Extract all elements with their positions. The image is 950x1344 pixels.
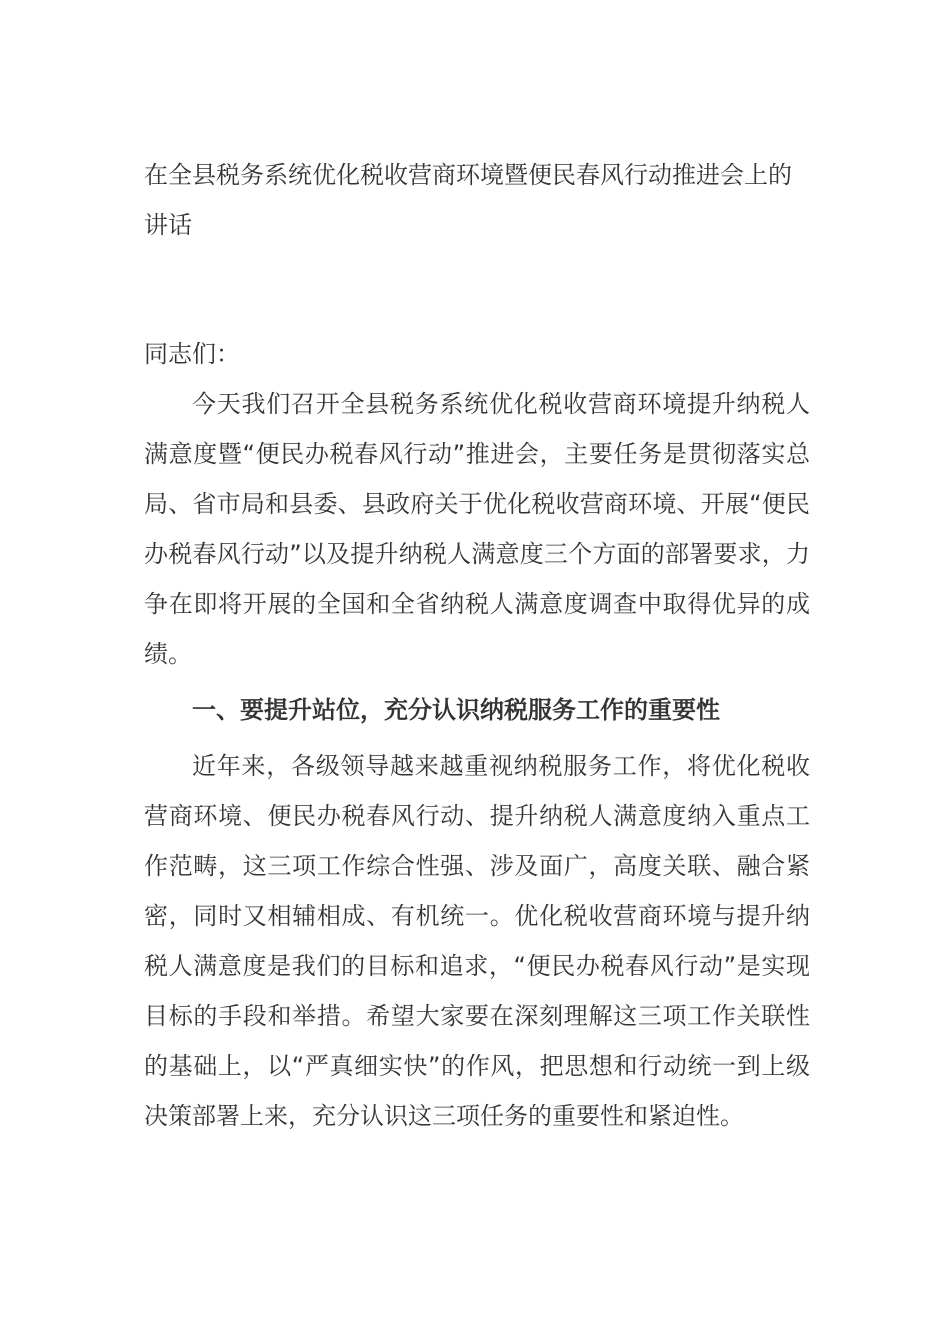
document-title: 在全县税务系统优化税收营商环境暨便民春风行动推进会上的讲话: [144, 161, 792, 239]
intro-paragraph: 今天我们召开全县税务系统优化税收营商环境提升纳税人满意度暨“便民办税春风行动”推进会，主要任务是贯彻落实总局、省市局和县委、县政府关于优化税收营商环境、开展“便民办税春风行动”以及提升纳税人满意度三个方面的部署要求，力争在即将开展的全国和全省纳税人满意度调查中取得优异的成绩。: [144, 390, 810, 668]
section-paragraph: 近年来，各级领导越来越重视纳税服务工作，将优化税收营商环境、便民办税春风行动、提升纳税人满意度纳入重点工作范畴，这三项工作综合性强、涉及面广，高度关联、融合紧密，同时又相辅相成、有机统一。优化税收营商环境与提升纳税人满意度是我们的目标和追求，“便民办税春风行动”是实现目标的手段和举措。希望大家要在深刻理解这三项工作关联性的基础上，以“严真细实快”的作风，把思想和行动统一到上级决策部署上来，充分认识这三项任务的重要性和紧迫性。: [144, 752, 810, 1130]
document-body: [144, 150, 810, 1147]
salutation: 同志们：: [144, 340, 240, 368]
section-heading: 一、要提升站位，充分认识纳税服务工作的重要性: [192, 696, 720, 724]
